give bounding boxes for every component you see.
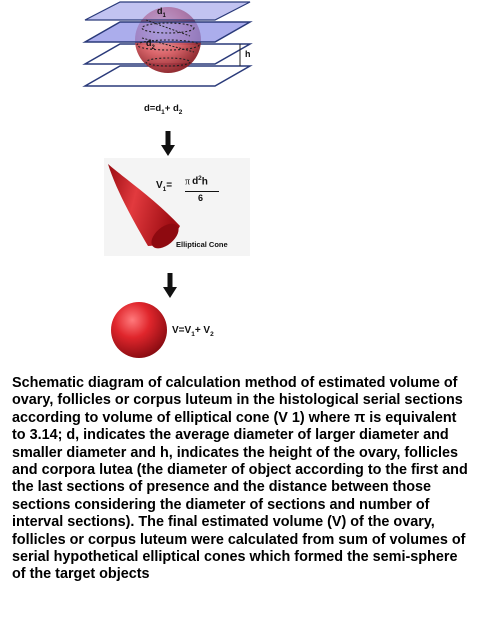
- sliced-sphere-diagram: [80, 0, 260, 100]
- figure-caption: Schematic diagram of calculation method of estimated volume of ovary, follicles or corpus luteum in the histological serial sections according to volume of elliptical cone (V 1) where π is equivalent to 3.14; d, indicates the average diameter of larger diameter and smaller diameter and h, indicates the height of the ovary, follicles and corpora lutea (the diameter of object according to the first and the last sections of presence and the distance between those sections considering the diameter of sections and number of interval sections). The final estimated volume (V) of the ovary, follicles or corpus luteum were calculated from sum of volumes of serial hypothetical elliptical cones which formed the semi-sphere of the target objects: [12, 375, 468, 583]
- label-d1: $d_1$: [157, 6, 166, 19]
- cone-label: Elliptical Cone: [176, 240, 228, 249]
- down-arrow-icon: [163, 273, 177, 299]
- equation-v: $V=V_1+ V_2$: [172, 325, 214, 338]
- fraction-bar: [185, 191, 219, 192]
- fraction-denominator: 6: [198, 193, 204, 203]
- equation-v1: $V_1=$: [156, 180, 173, 193]
- sphere-shape: [110, 301, 168, 359]
- label-h: h: [245, 49, 251, 59]
- fraction-numerator: π $d^2h$: [185, 175, 208, 188]
- elliptical-cone-shape: [104, 160, 188, 252]
- upper-plane: [85, 22, 250, 42]
- label-d2: $d_2$: [146, 38, 155, 51]
- down-arrow-icon: [161, 131, 175, 157]
- equation-d: $d=d_1+ d_2$: [144, 103, 183, 116]
